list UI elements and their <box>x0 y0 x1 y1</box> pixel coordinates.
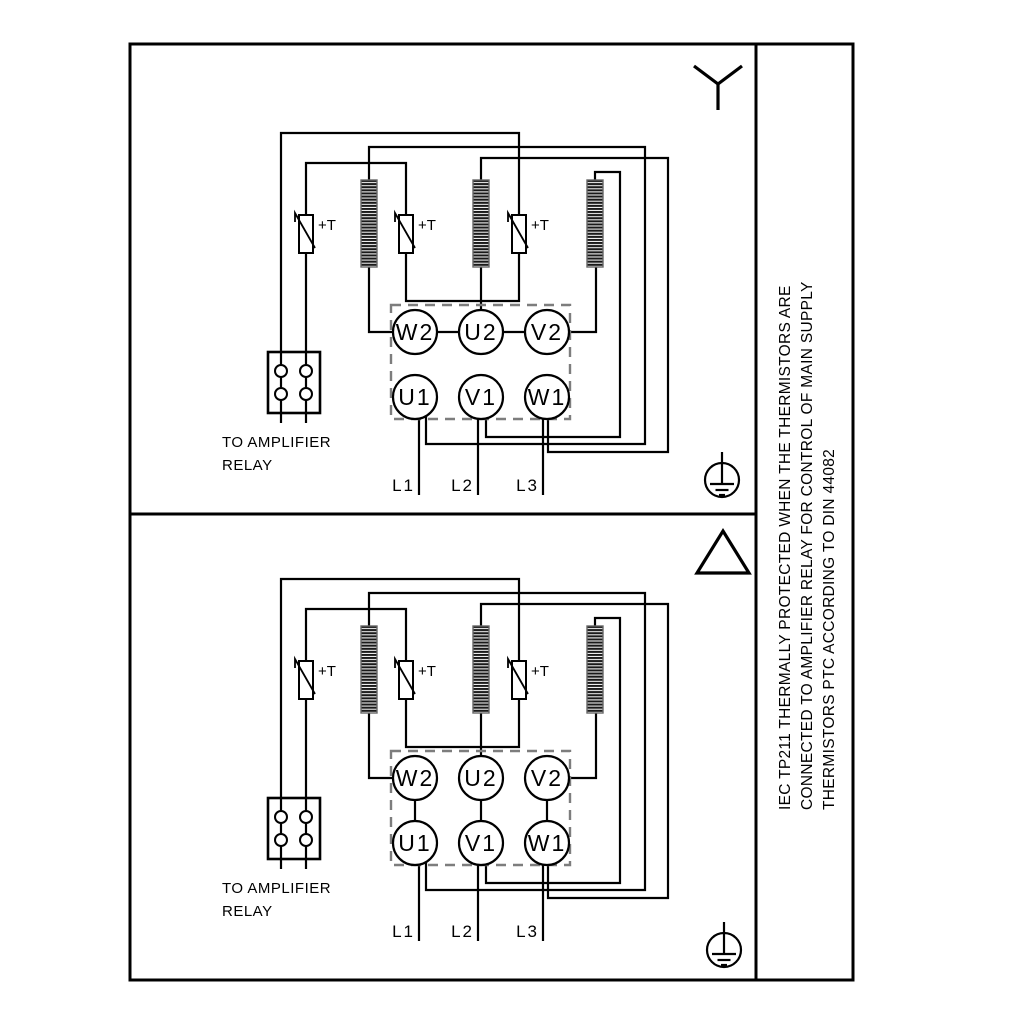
supply-l2: L2 <box>451 922 474 941</box>
terminal-w1: W1 <box>527 384 567 410</box>
thermistor-label: +T <box>418 663 436 680</box>
thermistor-label: +T <box>531 663 549 680</box>
terminal-u1: U1 <box>398 384 432 410</box>
ground-icon <box>705 452 739 497</box>
side-note-line2: CONNECTED TO AMPLIFIER RELAY FOR CONTROL OF MAIN SUPPLY <box>799 281 816 810</box>
terminal-v1: V1 <box>464 830 498 856</box>
side-note-line3: THERMISTORS PTC ACCORDING TO DIN 44082 <box>821 448 838 810</box>
relay-caption-line2: RELAY <box>222 903 273 920</box>
supply-l2: L2 <box>451 476 474 495</box>
delta-terminal-links <box>415 800 547 821</box>
panel-star <box>222 66 742 497</box>
panel-delta <box>222 531 749 967</box>
terminal-v2: V2 <box>530 319 564 345</box>
terminal-w2: W2 <box>395 319 435 345</box>
terminal-v2: V2 <box>530 765 564 791</box>
terminal-u2: U2 <box>464 319 498 345</box>
terminal-w2: W2 <box>395 765 435 791</box>
terminal-u2: U2 <box>464 765 498 791</box>
terminal-u1: U1 <box>398 830 432 856</box>
thermistor-label: +T <box>318 217 336 234</box>
relay-caption-line1: TO AMPLIFIER <box>222 434 332 451</box>
side-note-line1: IEC TP211 THERMALLY PROTECTED WHEN THE THERMISTORS ARE <box>777 285 794 810</box>
delta-connection-icon <box>697 531 749 573</box>
supply-l1: L1 <box>392 476 415 495</box>
supply-l1: L1 <box>392 922 415 941</box>
ground-icon <box>707 922 741 967</box>
relay-caption-line2: RELAY <box>222 457 273 474</box>
thermistor-label: +T <box>318 663 336 680</box>
thermistor-label: +T <box>531 217 549 234</box>
side-note <box>777 281 838 810</box>
star-connection-icon <box>694 66 742 110</box>
relay-caption-line1: TO AMPLIFIER <box>222 880 332 897</box>
supply-l3: L3 <box>516 476 539 495</box>
terminal-w1: W1 <box>527 830 567 856</box>
thermistor-label: +T <box>418 217 436 234</box>
supply-l3: L3 <box>516 922 539 941</box>
terminal-v1: V1 <box>464 384 498 410</box>
